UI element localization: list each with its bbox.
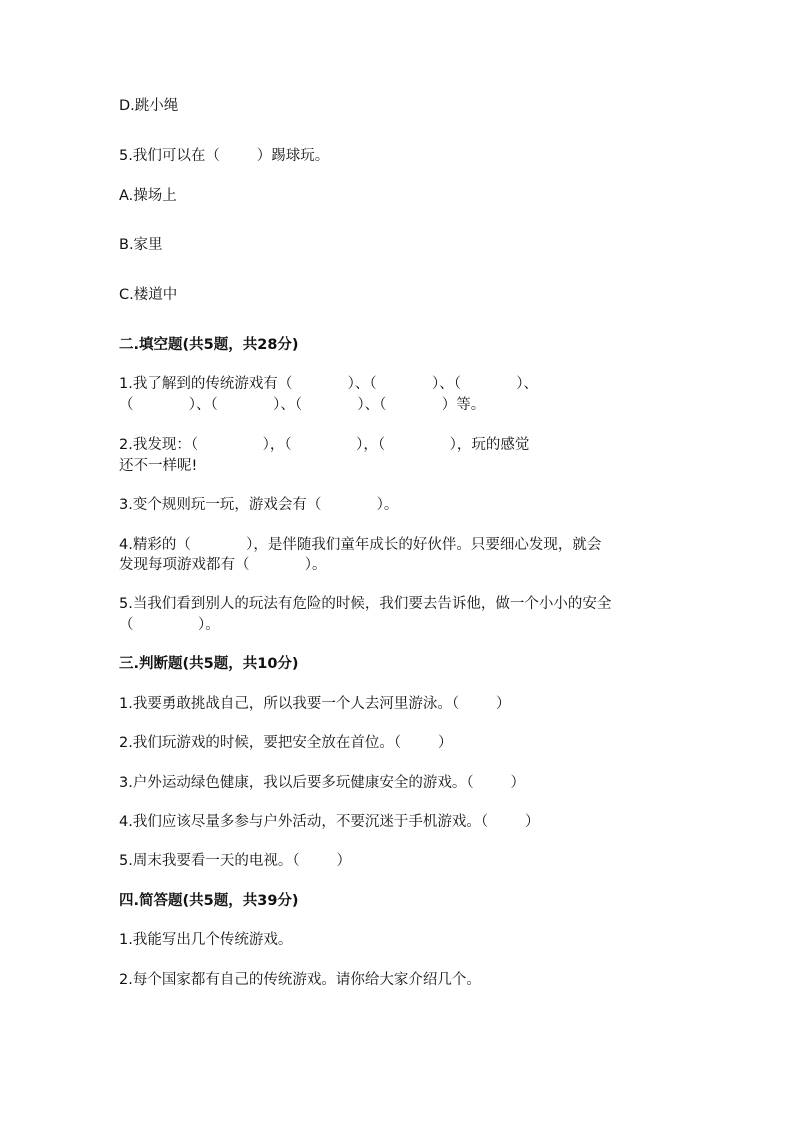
fill-q3: 3.变个规则玩一玩，游戏会有（ ）。 [119,497,399,513]
fill-q5-line2: （ ）。 [119,617,220,633]
judge-q3: 3.户外运动绿色健康，我以后要多玩健康安全的游戏。（ ） [119,775,525,791]
section-heading-short-answer: 四.简答题(共5题，共39分) [119,893,299,909]
fill-q2-line2: 还不一样呢! [119,458,198,474]
section-heading-fill-in: 二.填空题(共5题，共28分) [119,337,299,353]
section-heading-true-false: 三.判断题(共5题，共10分) [119,656,299,672]
short-q1: 1.我能写出几个传统游戏。 [119,932,293,948]
option-b: B.家里 [119,237,163,253]
judge-q1: 1.我要勇敢挑战自己，所以我要一个人去河里游泳。（ ） [119,696,511,712]
fill-q4-line2: 发现每项游戏都有（ ）。 [119,557,327,573]
option-a: A.操场上 [119,188,177,204]
short-q2: 2.每个国家都有自己的传统游戏。请你给大家介绍几个。 [119,972,481,988]
fill-q1-line2: （ ）、（ ）、（ ）、（ ）等。 [119,397,486,413]
fill-q4-line1: 4.精彩的（ ），是伴随我们童年成长的好伙伴。只要细心发现，就会 [119,537,602,553]
option-c: C.楼道中 [119,287,178,303]
option-d: D.跳小绳 [119,98,179,114]
judge-q5: 5.周末我要看一天的电视。（ ） [119,853,351,869]
fill-q2-line1: 2.我发现：（ ），（ ），（ ），玩的感觉 [119,437,530,453]
judge-q4: 4.我们应该尽量多参与户外活动，不要沉迷于手机游戏。（ ） [119,814,540,830]
question-5-stem: 5.我们可以在（ ）踢球玩。 [119,148,330,164]
fill-q1-line1: 1.我了解到的传统游戏有（ ）、（ ）、（ ）、 [119,376,539,392]
judge-q2: 2.我们玩游戏的时候，要把安全放在首位。（ ） [119,735,453,751]
fill-q5-line1: 5.当我们看到别人的玩法有危险的时候，我们要去告诉他，做一个小小的安全 [119,596,612,612]
